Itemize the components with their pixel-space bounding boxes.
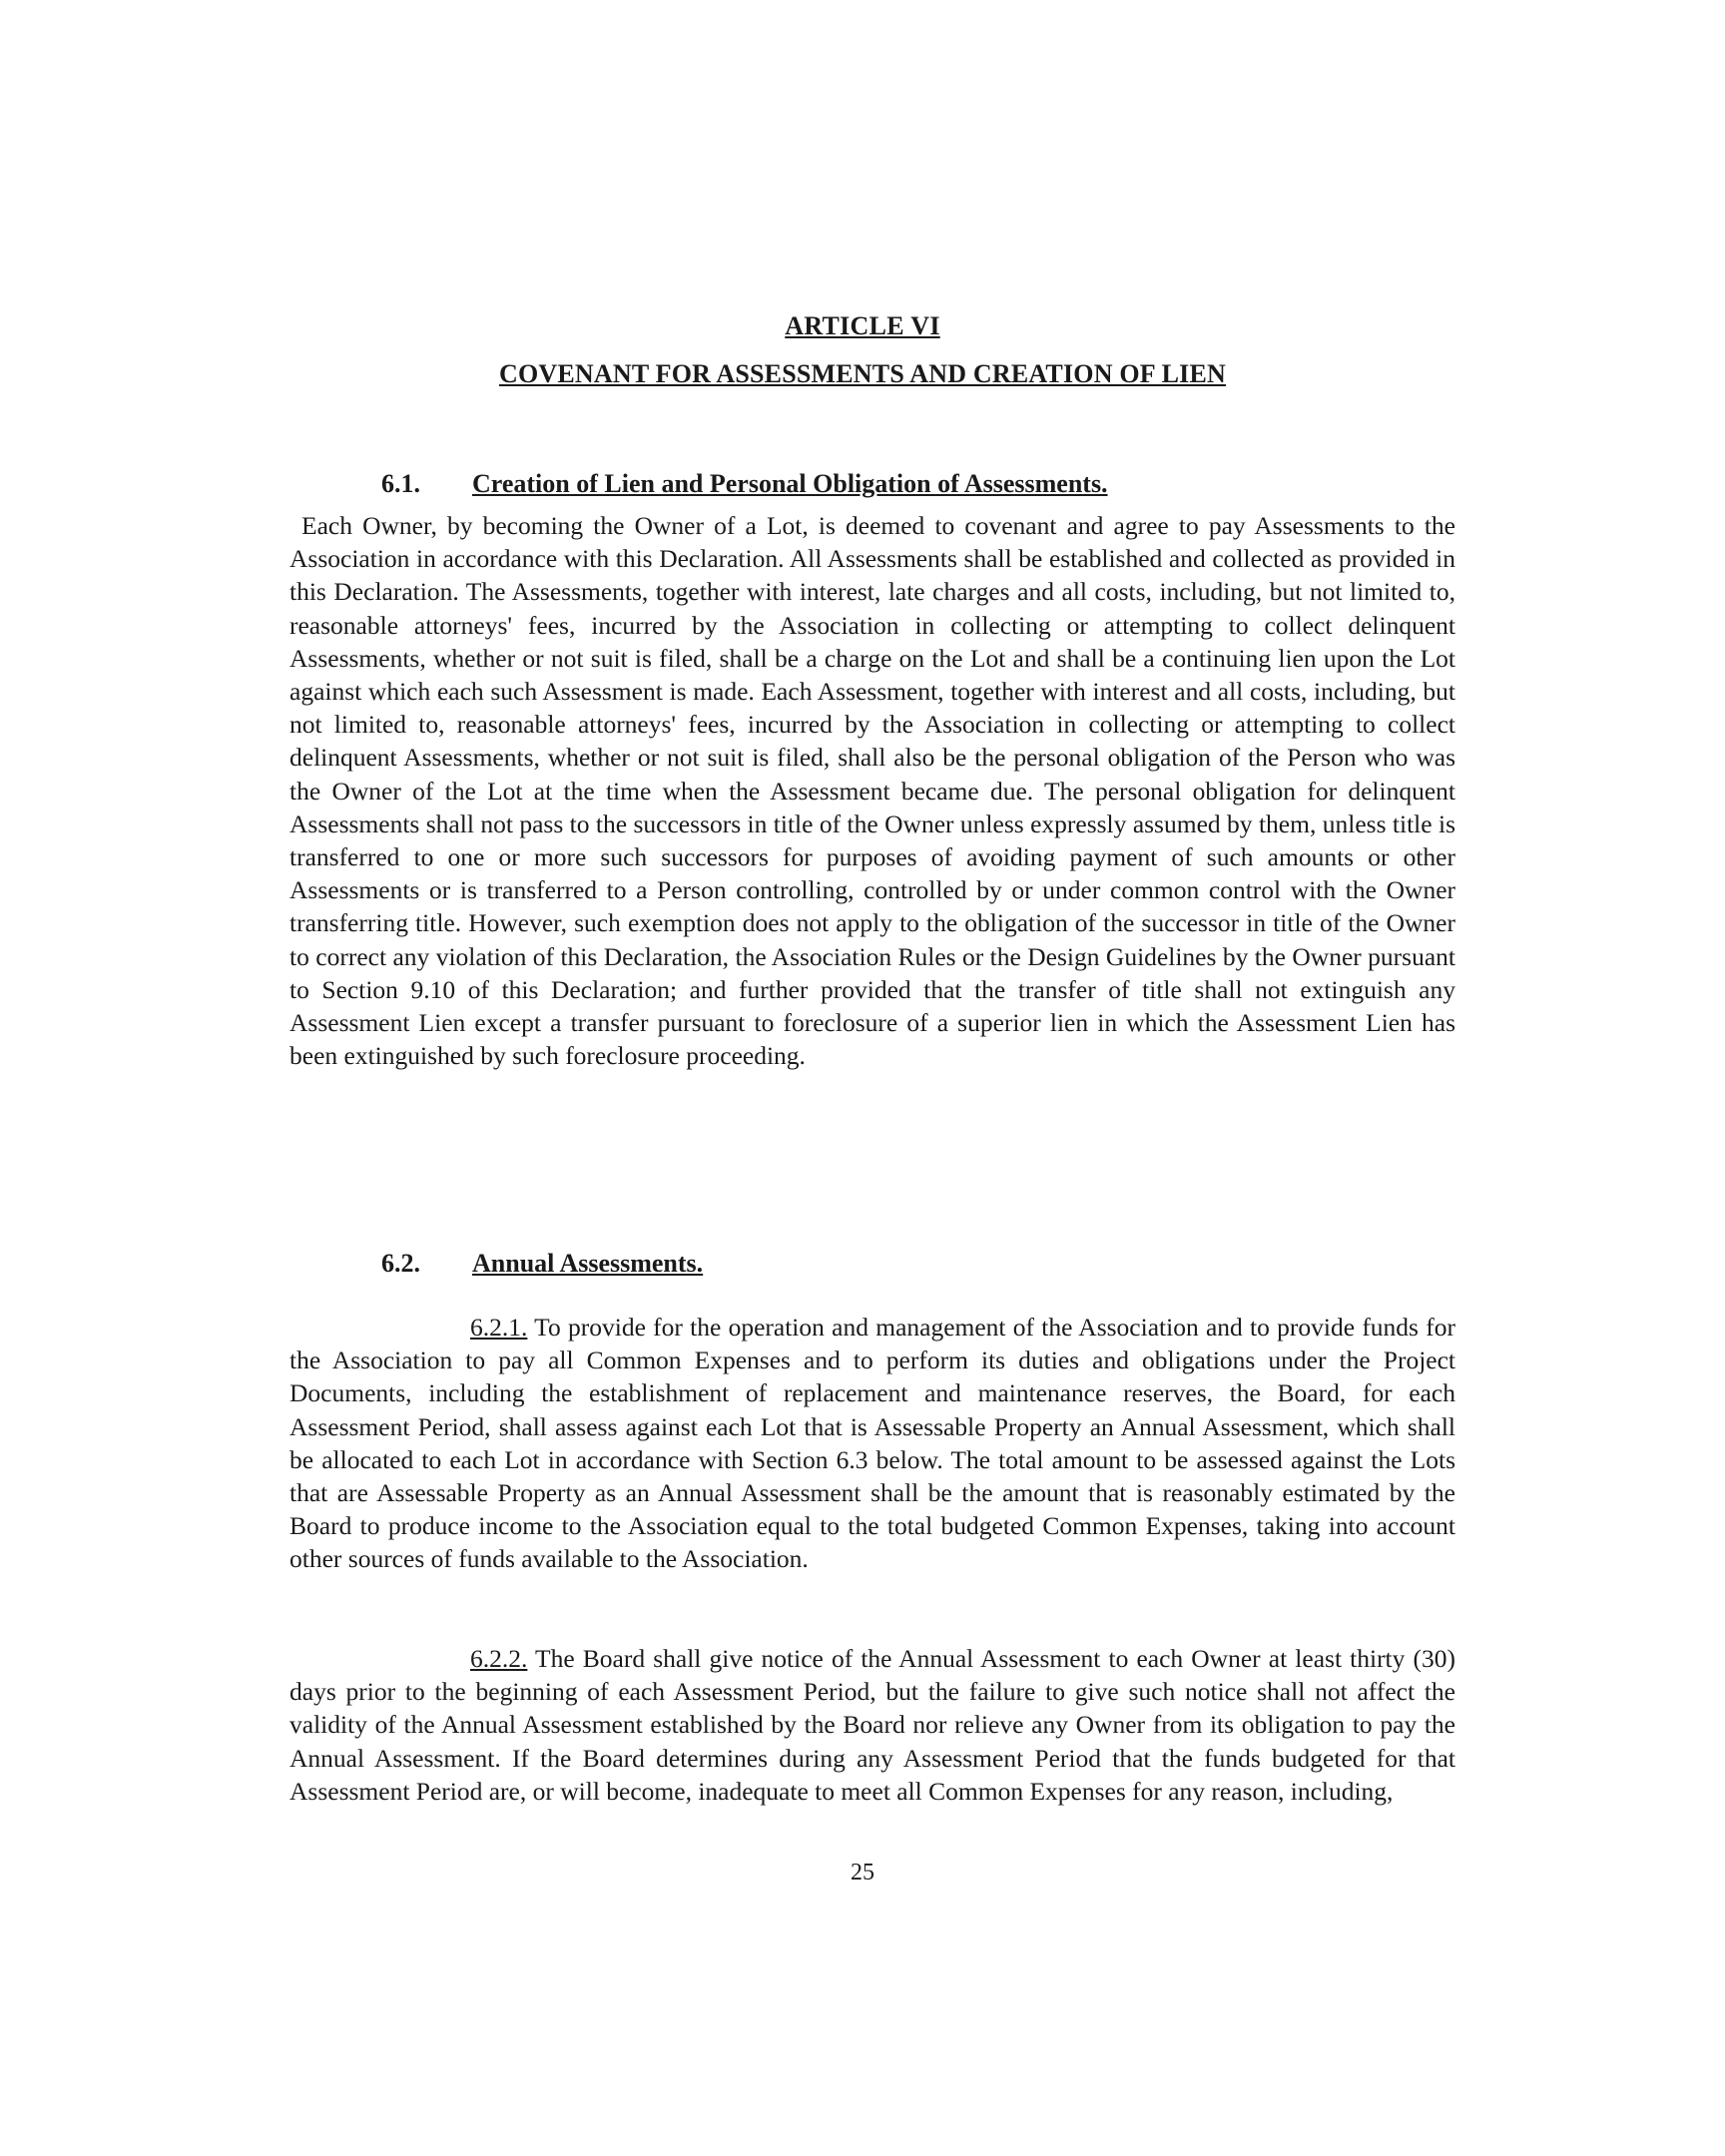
- section-title: Creation of Lien and Personal Obligation of Assessments.: [472, 469, 1108, 498]
- paragraph-text: The Board shall give notice of the Annual Assessment to each Owner at least thirty (30) days prior to the beginning of each Assessment Period, but the failure to give such notice shall not affect the validity of the Annual Assessment established by the Board nor relieve any Owner from its obligation to pay the Annual Assessment. If the Board determines during any Assessment Period that the funds budgeted for that Assessment Period are, or will become, inadequate to meet all Common Expenses for any reason, including,: [289, 1644, 1455, 1806]
- section-heading-6-1: [381, 469, 1108, 499]
- section-6-2-2-paragraph: [289, 1642, 1455, 1808]
- paragraph-text: To provide for the operation and management of the Association and to provide funds for the Association to pay all Common Expenses and to perform its duties and obligations under the Project Documents, including the establishment of replacement and maintenance reserves, the Board, for each Assessment Period, shall assess against each Lot that is Assessable Property an Annual Assessment, which shall be allocated to each Lot in accordance with Section 6.3 below. The total amount to be assessed against the Lots that are Assessable Property as an Annual Assessment shall be the amount that is reasonably estimated by the Board to produce income to the Association equal to the total budgeted Common Expenses, taking into account other sources of funds available to the Association.: [289, 1313, 1455, 1574]
- section-heading-6-2: [381, 1249, 703, 1279]
- section-title: Annual Assessments.: [472, 1249, 704, 1278]
- page-number: 25: [851, 1860, 874, 1886]
- article-subtitle: COVENANT FOR ASSESSMENTS AND CREATION OF LIEN: [499, 359, 1226, 388]
- section-6-2-1-paragraph: [289, 1311, 1455, 1576]
- subsection-ref: 6.2.2.: [470, 1644, 528, 1673]
- paragraph-text: Each Owner, by becoming the Owner of a Lot, is deemed to covenant and agree to pay Assessments to the Association in accordance with this Declaration. All Assessments shall be established and collected as provided in this Declaration. The Assessments, together with interest, late charges and all costs, including, but not limited to, reasonable attorneys' fees, incurred by the Association in collecting or attempting to collect delinquent Assessments, whether or not suit is filed, shall be a charge on the Lot and shall be a continuing lien upon the Lot against which each such Assessment is made. Each Assessment, together with interest and all costs, including, but not limited to, reasonable attorneys' fees, incurred by the Association in collecting or attempting to collect delinquent Assessments, whether or not suit is filed, shall also be the personal obligation of the Person who was the Owner of the Lot at the time when the Assessment became due. The personal obligation for delinquent Assessments shall not pass to the successors in title of the Owner unless expressly assumed by them, unless title is transferred to one or more such successors for purposes of avoiding payment of such amounts or other Assessments or is transferred to a Person controlling, controlled by or under common control with the Owner transferring title. However, such exemption does not apply to the obligation of the successor in title of the Owner to correct any violation of this Declaration, the Association Rules or the Design Guidelines by the Owner pursuant to Section 9.10 of this Declaration; and further provided that the transfer of title shall not extinguish any Assessment Lien except a transfer pursuant to foreclosure of a superior lien in which the Assessment Lien has been extinguished by such foreclosure proceeding.: [289, 511, 1455, 1071]
- section-6-1-paragraph: [289, 509, 1455, 1072]
- section-number: 6.1.: [381, 469, 420, 498]
- subsection-ref: 6.2.1.: [470, 1313, 528, 1342]
- section-number: 6.2.: [381, 1249, 420, 1278]
- article-title: ARTICLE VI: [785, 311, 940, 340]
